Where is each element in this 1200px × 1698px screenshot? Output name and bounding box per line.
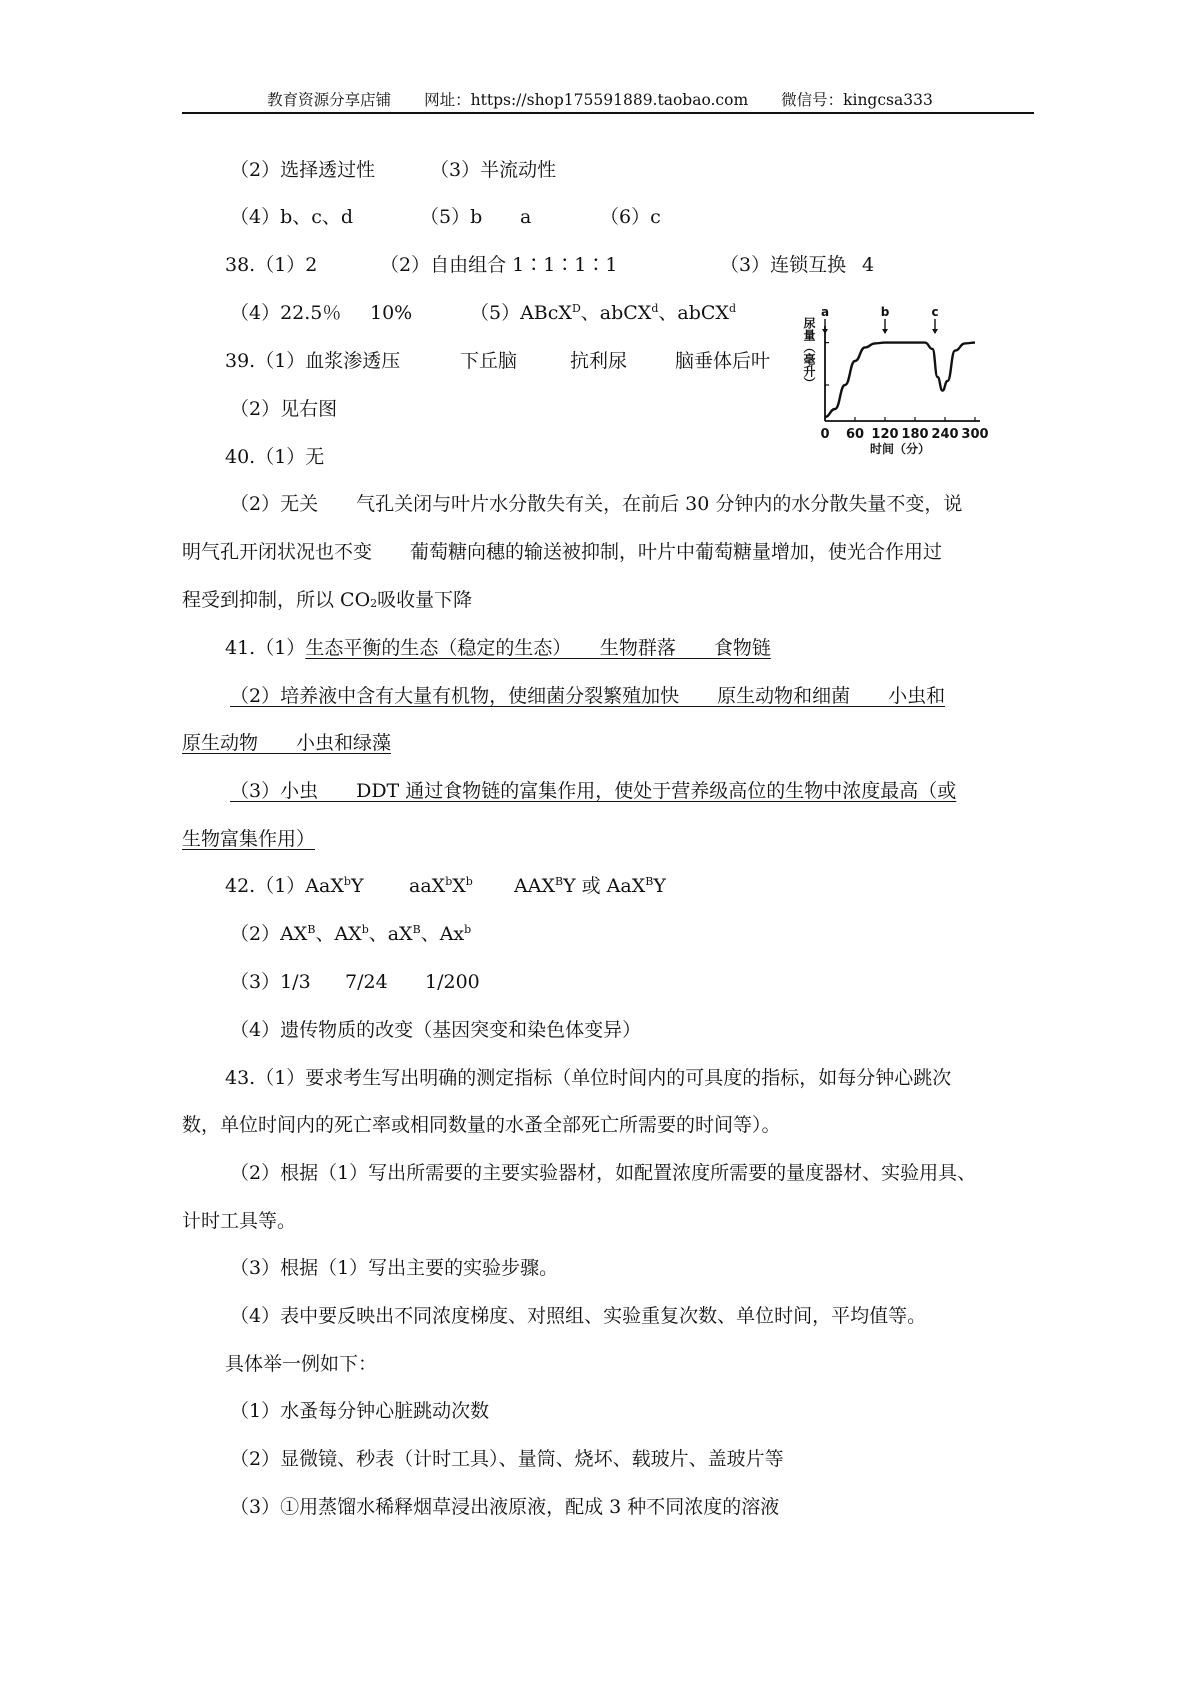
marker-c-label: c	[931, 305, 939, 319]
q42-line-2: $(2)AX^B$、$AX^b$、$aX^B$、Ax$^b$	[230, 923, 472, 945]
q39-line-2: （2）见右图	[230, 398, 338, 420]
q43-example-3: （3）①用蒸馏水稀释烟草浸出液原液，配成 3 种不同浓度的溶液	[230, 1496, 780, 1518]
q40-line-4: 程受到抑制，所以 $CO_2$吸收量下降	[182, 589, 473, 611]
q40-line-3: 明气孔开闭状况也不变 葡萄糖向穗的输送被抑制，叶片中葡萄糖量增加，使光合作用过	[182, 541, 943, 563]
q41-line-4: （3）小虫 DDT 通过食物链的富集作用，使处于营养级高位的生物中浓度最高（或	[230, 780, 957, 802]
q43-example-intro: 具体举一例如下：	[225, 1353, 378, 1375]
marker-a-arrowhead	[822, 329, 828, 334]
q40-line-1: 40.（1）无	[225, 446, 325, 468]
x-tick-label: 60	[845, 427, 865, 442]
q43-line-6: （4）表中要反映出不同浓度梯度、对照组、实验重复次数、单位时间，平均值等。	[230, 1305, 927, 1327]
marker-a-label: a	[820, 305, 830, 319]
marker-b-arrowhead	[882, 329, 888, 334]
x-tick-label: 120	[871, 427, 899, 442]
q41-line-1: 41.（1）生态平衡的生态（稳定的生态） 生物群落 食物链	[225, 637, 771, 659]
urine-volume-line	[825, 343, 975, 417]
q41-line-5: 生物富集作用）	[182, 828, 316, 850]
q37-line-2: （4）b、c、d （5）b a （6）c	[230, 206, 661, 228]
q42-line-4: （4）遗传物质的改变（基因突变和染色体变异）	[230, 1019, 642, 1041]
q37-line-1: （2）选择透过性 （3）半流动性	[230, 159, 557, 181]
header-shop: 教育资源分享店铺	[267, 91, 392, 109]
q40-line-2: （2）无关 气孔关闭与叶片水分散失有关，在前后 30 分钟内的水分散失量不变，说	[230, 493, 963, 515]
q38-line-2: （4）22.5％ 10% （5）ABcX$^D$、abCX$^d$、abCX$^d$	[230, 302, 736, 324]
q43-line-3: （2）根据（1）写出所需要的主要实验器材，如配置浓度所需要的量度器材、实验用具、	[230, 1162, 977, 1184]
marker-b-label: b	[880, 305, 890, 319]
x-axis-label: 时间（分）	[869, 442, 931, 456]
q43-line-5: （3）根据（1）写出主要的实验步骤。	[230, 1257, 559, 1279]
y-axis-label: 尿量（毫升）	[802, 317, 816, 389]
q43-example-1: （1）水蚤每分钟心脏跳动次数	[230, 1400, 490, 1422]
q43-line-4: 计时工具等。	[182, 1210, 297, 1232]
q43-line-2: 数，单位时间内的死亡率或相同数量的水蚤全部死亡所需要的时间等）。	[182, 1114, 781, 1136]
q43-line-1: 43.（1）要求考生写出明确的测定指标（单位时间内的可具度的指标，如每分钟心跳次	[225, 1067, 952, 1089]
x-tick-label: 0	[820, 427, 830, 442]
marker-c-arrowhead	[932, 329, 938, 334]
q39-line-1: 39.（1）血浆渗透压 下丘脑 抗利尿 脑垂体后叶	[225, 350, 771, 372]
q43-example-2: （2）显微镜、秒表（计时工具）、量筒、烧坏、载玻片、盖玻片等	[230, 1448, 784, 1470]
q41-line-2: （2）培养液中含有大量有机物，使细菌分裂繁殖加快 原生动物和细菌 小虫和	[230, 685, 946, 707]
x-tick-label: 300	[961, 427, 989, 442]
q42-line-1: 42.（1）AaX$^b$Y $aaX^bX^b$ $AAX^BY$ 或 AaX$^B$Y	[225, 875, 666, 897]
x-tick-label: 240	[931, 427, 959, 442]
page-header	[0, 88, 1200, 110]
q38-line-1: 38.（1）2 （2）自由组合 1∶1∶1∶1 （3）连锁互换 4	[225, 254, 875, 276]
header-url: 网址：https://shop175591889.taobao.com	[424, 91, 749, 109]
x-tick-label: 180	[901, 427, 929, 442]
header-rule	[182, 112, 1034, 114]
q41-line-3: 原生动物 小虫和绿藻	[182, 732, 392, 754]
header-wechat: 微信号：kingcsa333	[781, 91, 933, 109]
urine-volume-chart	[802, 303, 1005, 456]
q42-line-3: （3）1/3 7/24 1/200	[230, 971, 480, 993]
